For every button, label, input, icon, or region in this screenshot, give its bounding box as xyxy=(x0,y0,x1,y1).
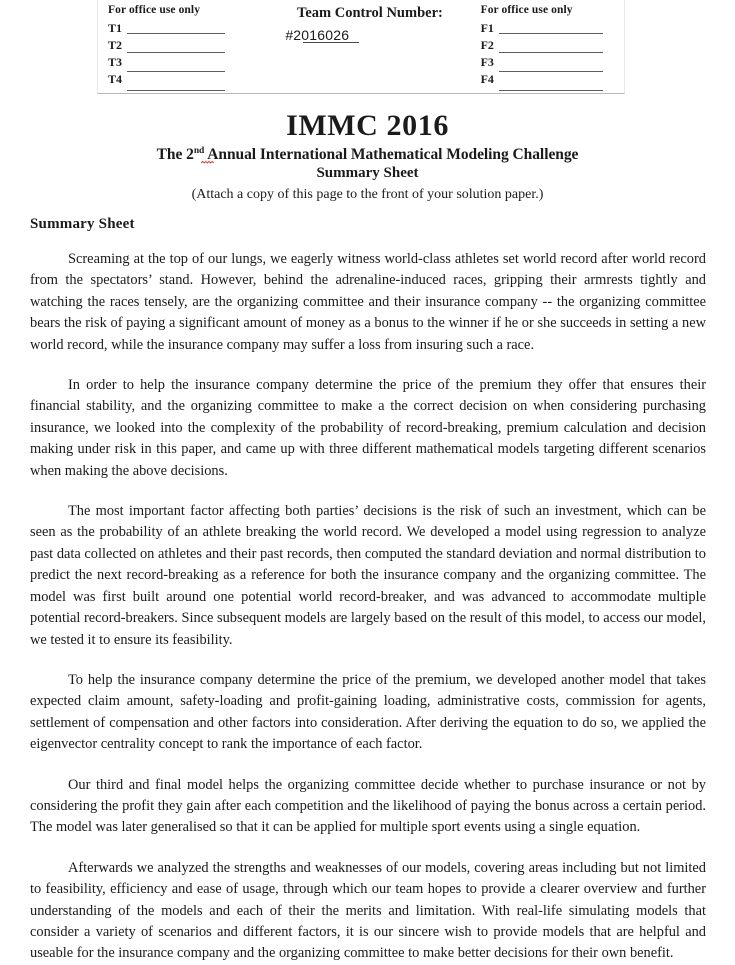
field-blank-t4[interactable] xyxy=(127,77,225,91)
field-key-f4: F4 xyxy=(480,72,494,86)
document-body xyxy=(30,216,706,965)
body-paragraph: Screaming at the top of our lungs, we eagerly witness world-class athletes set world record after world record from the spectators’ stand. However, behind the adrenaline-induced races, gripping their armrests tightly and watching the races tensely, are the organizing committee and their insurance company -- the organizing committee bears the risk of paying a significant amount of money as a bonus to the winner if he or she succeeds in setting a new world record, while the insurance company may suffer a loss from insuring such a race. xyxy=(30,251,706,353)
document-title-block xyxy=(0,109,735,205)
field-blank-t3[interactable] xyxy=(127,58,225,72)
office-use-label-right: For office use only xyxy=(480,4,573,16)
field-key-t2: T2 xyxy=(108,38,123,52)
field-row-t2 xyxy=(108,36,275,53)
field-key-t1: T1 xyxy=(108,21,123,35)
field-key-f2: F2 xyxy=(480,38,494,52)
office-use-left-cell xyxy=(98,0,275,87)
field-row-t1 xyxy=(108,19,275,36)
document-subtitle-line1 xyxy=(0,145,735,164)
team-control-number-label: Team Control Number: xyxy=(297,5,443,21)
team-control-number-value[interactable]: #2016026 xyxy=(285,27,350,43)
document-title-note: (Attach a copy of this page to the front of your solution paper.) xyxy=(191,187,544,202)
field-row-t4 xyxy=(108,70,275,87)
office-use-header-table xyxy=(97,0,625,94)
office-use-label-left: For office use only xyxy=(108,4,201,16)
field-key-t4: T4 xyxy=(108,72,123,86)
field-blank-f1[interactable] xyxy=(499,20,603,34)
body-paragraph: To help the insurance company determine the price of the premium, we developed another model that takes expected claim amount, safety-loading and profit-gaining loading, administrative costs, commission for agents, settlement of compensation and other factors into consideration. After deriving the equation to do so, we applied the eigenvector centrality concept to rank the importance of each factor. xyxy=(30,671,706,753)
ordinal-suffix: nd xyxy=(193,145,205,156)
field-blank-f3[interactable] xyxy=(499,58,603,72)
field-row-f3 xyxy=(481,53,624,70)
field-blank-f4[interactable] xyxy=(499,77,603,91)
field-blank-t2[interactable] xyxy=(127,39,225,53)
field-blank-t1[interactable] xyxy=(127,20,225,34)
office-use-right-cell xyxy=(461,0,624,87)
team-control-number-underline xyxy=(303,30,359,43)
field-row-t3 xyxy=(108,53,275,70)
field-blank-f2[interactable] xyxy=(499,39,603,53)
body-paragraph: In order to help the insurance company determine the price of the premium they offer that ensures their financial stability, and the organizing committee to make a the correct decision on when considering purchasing insurance, we looked into the complexity of the probability of record-breaking, premium calculation and decision making under risk in this paper, and came up with three different mathematical models targeting different scenarios when making the above decisions. xyxy=(30,377,706,479)
team-control-number-row xyxy=(279,27,460,43)
field-key-f1: F1 xyxy=(480,21,494,35)
body-paragraph: The most important factor affecting both parties’ decisions is the risk of such an investment, which can be seen as the probability of an athlete breaking the world record. We developed a model using regression to analyze past data collected on athletes and their past records, then computed the standard deviation and normal distribution to predict the next record-breaking as a reference for both the insurance company and the organizing committee. The model was first built around one potential world record-breaker, and was advanced to accommodate multiple potential record-breakers. Since subsequent models are largely based on the result of this model, to access our model, we tested it to ensure its feasibility. xyxy=(30,503,706,648)
field-row-f2 xyxy=(481,36,624,53)
body-paragraph: Our third and final model helps the organizing committee decide whether to purchase insurance or not by considering the profit they gain after each competition and the likelihood of paying the bonus across a certain period. The model was later generalised so that it can be applied for multiple sport events using a single equation. xyxy=(30,776,706,836)
team-control-cell xyxy=(275,0,460,87)
subtitle-suffix: Annual International Mathematical Modeling Challenge xyxy=(204,146,579,163)
field-row-f1 xyxy=(481,19,624,36)
subtitle-prefix: The 2 xyxy=(156,146,194,163)
spellcheck-underline-icon xyxy=(201,161,214,164)
field-key-f3: F3 xyxy=(480,55,494,69)
body-paragraph: Afterwards we analyzed the strengths and weaknesses of our models, covering areas including but not limited to feasibility, efficiency and ease of usage, through which our team hopes to provide a clearer overview and further understanding of the models and each of their the merits and limitation. With real-life simulating models that consider a variety of scenarios and different factors, it is our sincere wish to provide models that are helpful and useable for the insurance company and the organizing committee to make better decisions for their own benefit. xyxy=(30,859,706,962)
document-title: IMMC 2016 xyxy=(286,109,449,142)
field-row-f4 xyxy=(481,70,624,87)
document-subtitle-line2: Summary Sheet xyxy=(316,165,419,181)
section-heading-summary-sheet: Summary Sheet xyxy=(30,216,135,232)
ordinal-suffix-wrapper xyxy=(194,145,204,164)
field-key-t3: T3 xyxy=(108,55,123,69)
